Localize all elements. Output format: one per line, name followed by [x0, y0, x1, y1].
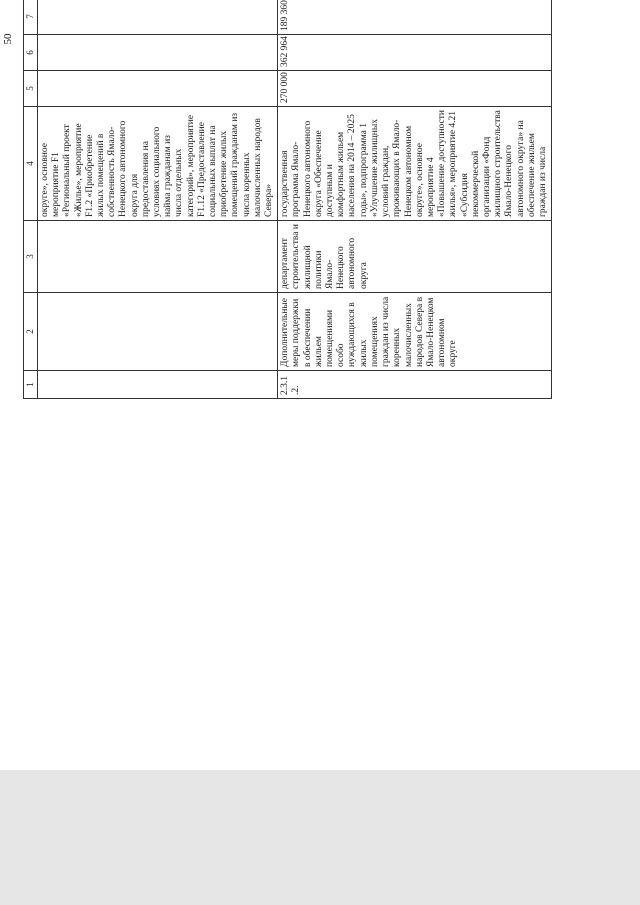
value-cell: [38, 71, 278, 107]
rotated-content: [0, 0, 548, 399]
value-cell: [38, 35, 278, 71]
program-cell: округе», основное мероприятие F1 «Региональный проект «Жилье», мероприятие F1.2 «Приобретение жилых помещений в собственность Ямало-Ненецкого автономного округа для предоставления на условиях социального найма гражданам из числа отдельных категорий», мероприятие F1.12 «Предоставление социальных выплат на приобретение жилых помещений гражданам из числа коренных малочисленных народов Севера»: [38, 107, 278, 221]
measure-name-cell: Дополнительные меры поддержки в обеспечении жильем помещениями особо нуждающихся в жилых помещениях граждан из числа коренных малочисленных народов Севера в Ямало-Ненецком автономном округе: [278, 293, 552, 371]
value-cell: 189 360: [278, 0, 552, 35]
table-row: [278, 0, 552, 399]
row-number-cell: [38, 371, 278, 399]
measures-table: [23, 0, 552, 399]
header-cell: 7: [24, 0, 38, 35]
page-number: 50: [2, 33, 14, 45]
header-cell: 3: [24, 221, 38, 293]
header-cell: 4: [24, 107, 38, 221]
header-cell: 5: [24, 71, 38, 107]
header-cell: 1: [24, 371, 38, 399]
scan-background: [0, 770, 640, 905]
measure-name-cell: [38, 293, 278, 371]
value-cell: [38, 0, 278, 35]
executor-cell: [38, 221, 278, 293]
executor-cell: департамент строительства и жилищной политики Ямало-Ненецкого автономного округа: [278, 221, 552, 293]
header-cell: 6: [24, 35, 38, 71]
value-cell: 270 000: [278, 71, 552, 107]
value-cell: 362 964: [278, 35, 552, 71]
program-cell: государственная программа Ямало-Ненецкого автономного округа «Обеспечение доступным и комфортным жильем населения на 2014 – 2025 годы», подпрограмма 1 «Улучшение жилищных условий граждан, проживающих в Ямало-Ненецком автономном округе», основное мероприятие 4 «Повышение доступности жилья», мероприятие 4.21 «Субсидия некоммерческой организации «Фонд жилищного строительства Ямало-Ненецкого автономного округа» на обеспечение жильем граждан из числа: [278, 107, 552, 221]
header-cell: 2: [24, 293, 38, 371]
row-number-cell: 2.3.1.2.: [278, 371, 552, 399]
table-row: [38, 0, 278, 399]
table-header-row: [24, 0, 38, 399]
